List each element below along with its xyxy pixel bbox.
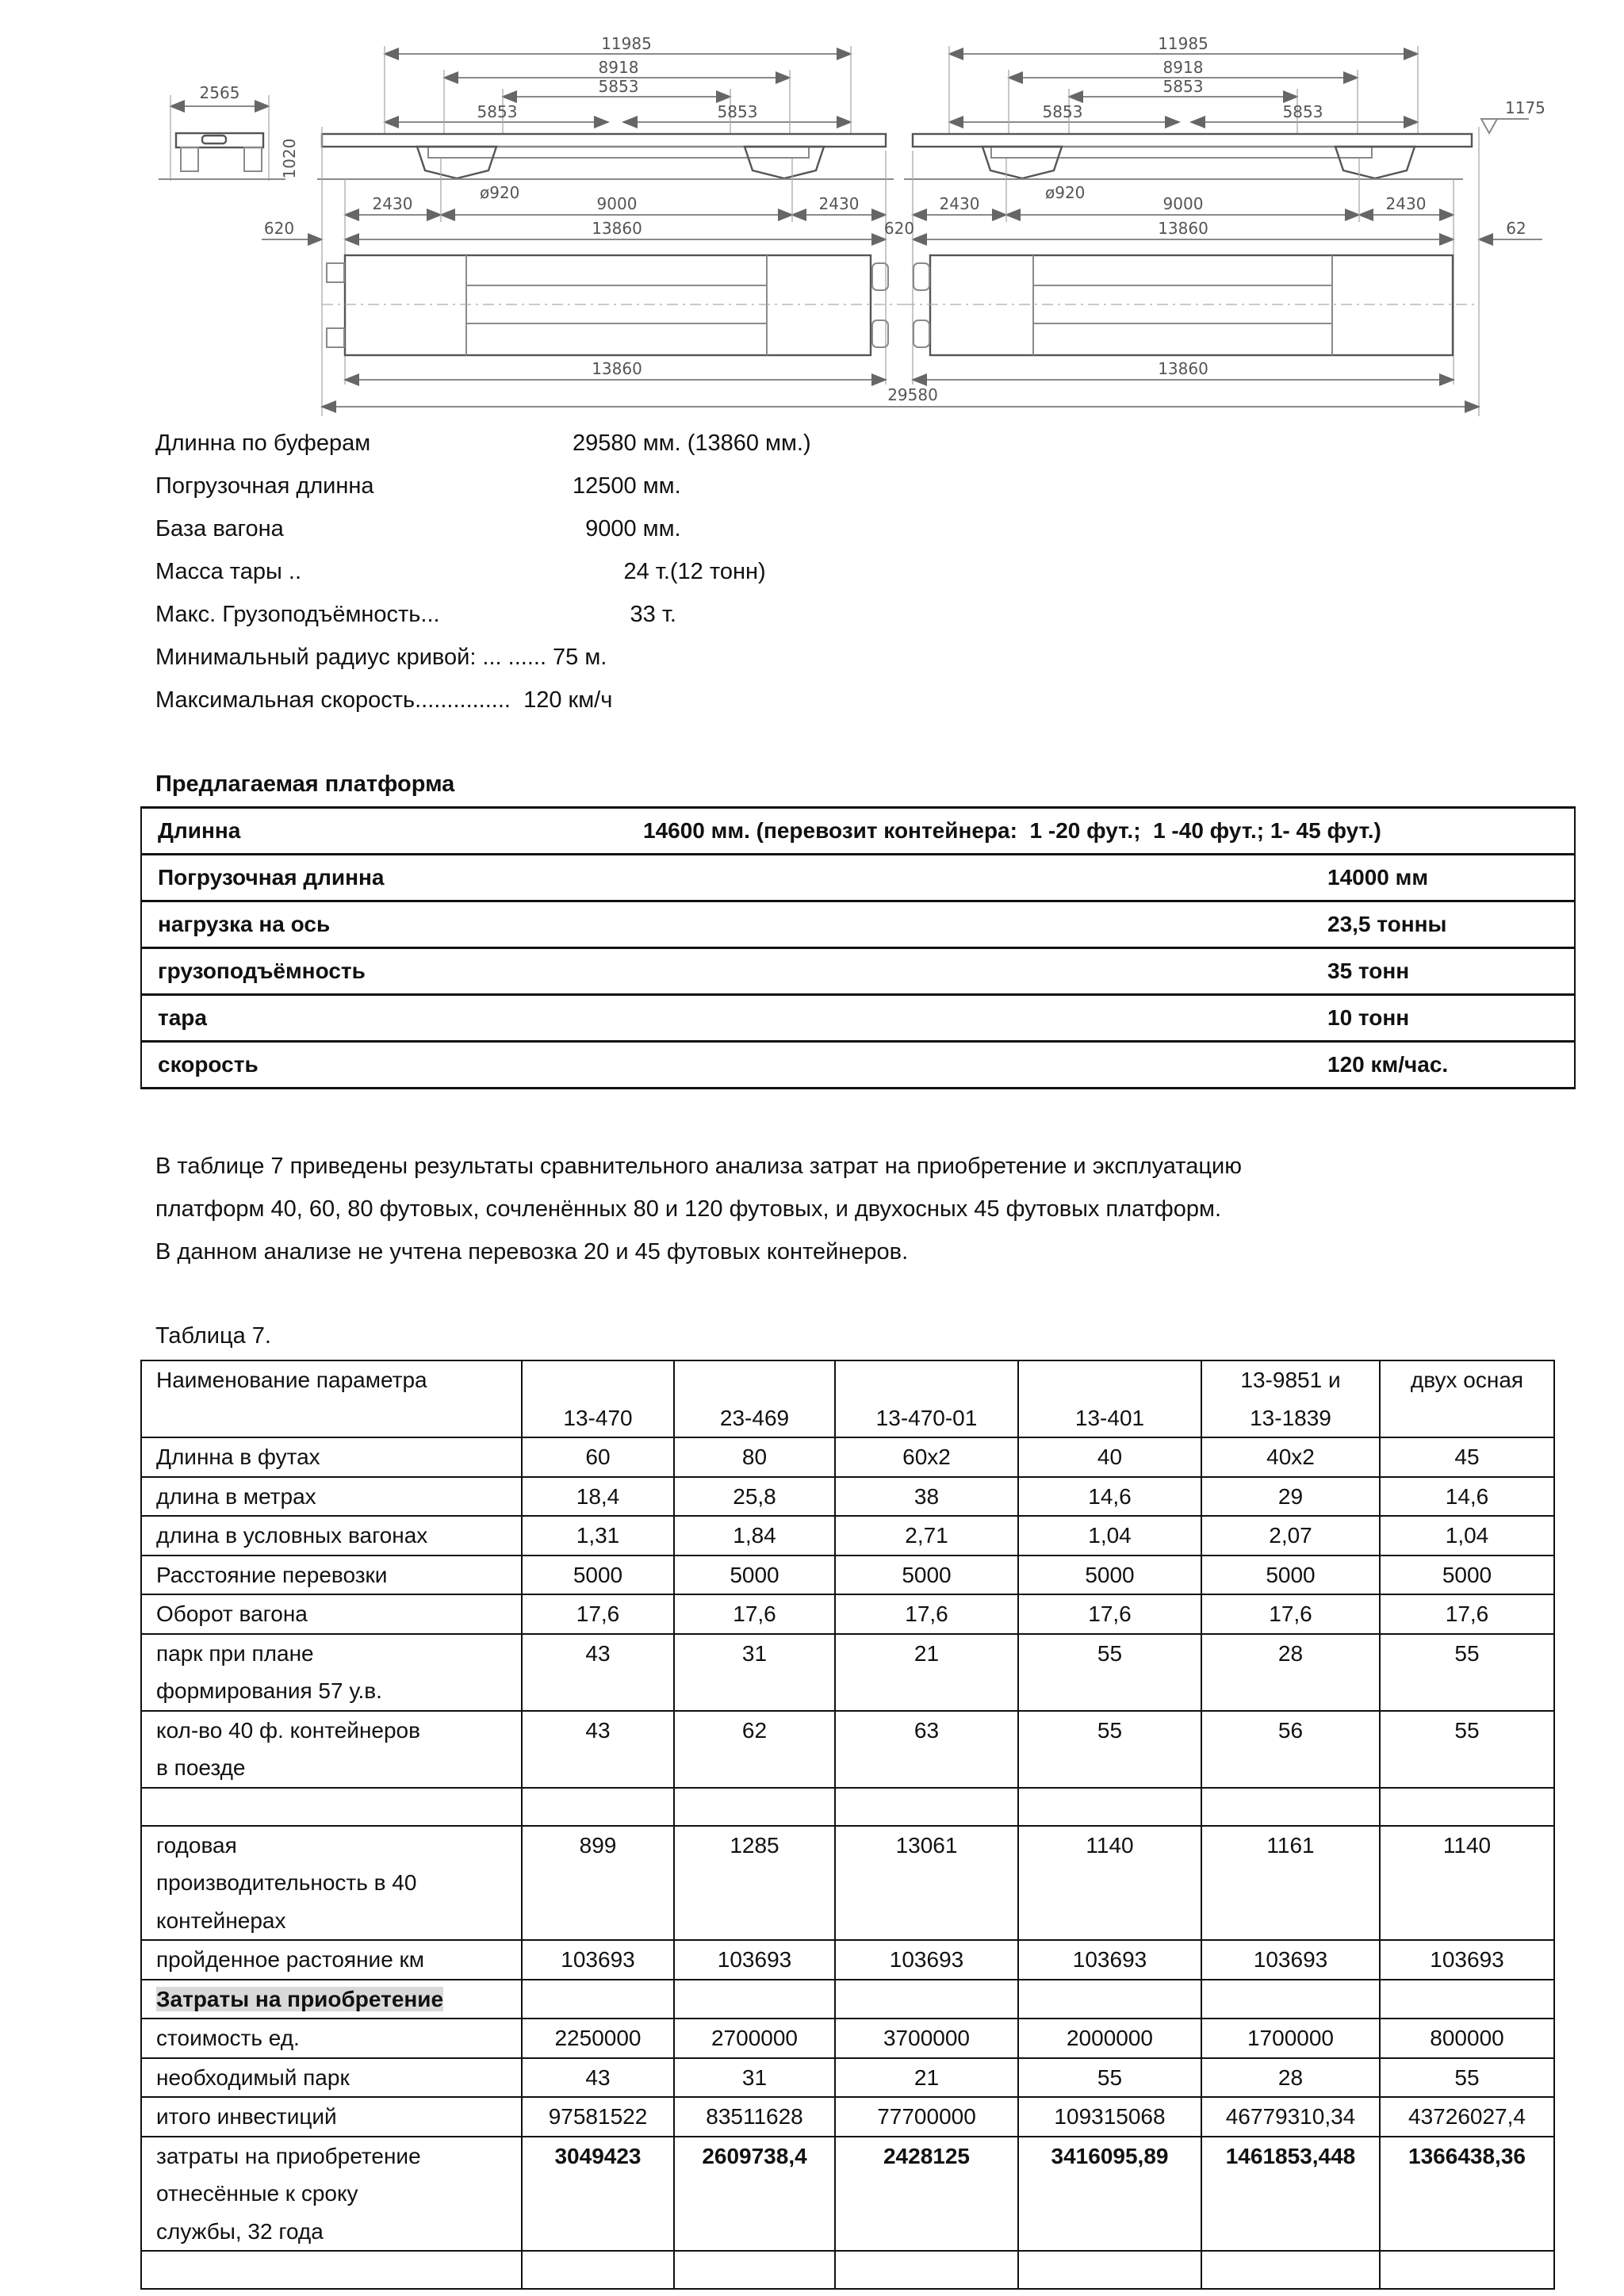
proposed-row bbox=[141, 995, 1575, 1042]
spec-row bbox=[155, 422, 811, 465]
row-label-cell bbox=[141, 1594, 522, 1634]
table-cell: 103693 bbox=[1018, 1940, 1201, 1980]
spec-row bbox=[155, 507, 681, 550]
table-row bbox=[141, 1516, 1554, 1556]
row-label: Оборот вагона bbox=[156, 1601, 308, 1626]
table-cell: 17,6 bbox=[1201, 1594, 1380, 1634]
table-cell: 1140 bbox=[1380, 1826, 1554, 1941]
spec-row bbox=[155, 636, 607, 679]
table-row bbox=[141, 1477, 1554, 1517]
table-cell: 60х2 bbox=[835, 1437, 1018, 1477]
proposed-value: 23,5 тонны bbox=[1327, 901, 1575, 948]
table-cell: 45 bbox=[1380, 1437, 1554, 1477]
dim-center: 5853 bbox=[598, 77, 639, 96]
spec-value: 33 т. bbox=[573, 602, 676, 627]
table-cell: 40 bbox=[1018, 1437, 1201, 1477]
table-cell bbox=[522, 1980, 674, 2019]
row-label: длина в условных вагонах bbox=[156, 1523, 428, 1548]
row-label-cell bbox=[141, 2058, 522, 2098]
spec-label: Погрузочная длинна bbox=[155, 473, 374, 499]
dim-car-length: 13860 bbox=[1158, 219, 1208, 238]
table-cell: 18,4 bbox=[522, 1477, 674, 1517]
dim-base: 9000 bbox=[596, 194, 638, 213]
table-cell: 103693 bbox=[1380, 1940, 1554, 1980]
proposed-label: Погрузочная длинна bbox=[141, 855, 1327, 901]
table-cell: 55 bbox=[1380, 1634, 1554, 1711]
row-label: Расстояние перевозки bbox=[156, 1562, 388, 1587]
table-cell: 28 bbox=[1201, 1634, 1380, 1711]
spec-label: База вагона bbox=[155, 516, 284, 541]
platform-technical-drawing bbox=[0, 0, 1624, 420]
table-cell: 5000 bbox=[1201, 1556, 1380, 1595]
spec-row bbox=[155, 550, 766, 593]
table-cell: 83511628 bbox=[674, 2097, 835, 2137]
dim-overhang: 2430 bbox=[372, 194, 413, 213]
dim-pivot: 8918 bbox=[1162, 58, 1204, 77]
table-cell: 2000000 bbox=[1018, 2019, 1201, 2058]
proposed-value: 14000 мм bbox=[1327, 855, 1575, 901]
table-cell: 3416095,89 bbox=[1018, 2137, 1201, 2252]
table-cell: 5000 bbox=[674, 1556, 835, 1595]
left-car-plan-view bbox=[322, 255, 904, 380]
table-cell: 899 bbox=[522, 1826, 674, 1941]
table-cell bbox=[835, 1788, 1018, 1826]
table-cell: 2609738,4 bbox=[674, 2137, 835, 2252]
column-header: 13-470 bbox=[522, 1360, 674, 1437]
row-label: годовая производительность в 40 контейнерах bbox=[156, 1832, 417, 1933]
table-cell: 109315068 bbox=[1018, 2097, 1201, 2137]
dim-half: 5853 bbox=[717, 102, 758, 121]
table-cell: 62 bbox=[674, 1711, 835, 1788]
table-cell: 17,6 bbox=[1018, 1594, 1201, 1634]
row-label-cell bbox=[141, 1437, 522, 1477]
table-cell: 25,8 bbox=[674, 1477, 835, 1517]
proposed-platform-table bbox=[140, 806, 1576, 1089]
proposed-label: Длинна bbox=[158, 818, 241, 843]
table-cell: 5000 bbox=[1018, 1556, 1201, 1595]
paragraph-line: В данном анализе не учтена перевозка 20 и 45 футовых контейнеров. bbox=[155, 1239, 909, 1265]
table-cell: 43 bbox=[522, 1634, 674, 1711]
row-label: кол-во 40 ф. контейнеров в поезде bbox=[156, 1717, 420, 1780]
proposed-value: 10 тонн bbox=[1327, 995, 1575, 1042]
end-view bbox=[159, 83, 299, 181]
table-cell: 5000 bbox=[1380, 1556, 1554, 1595]
table-row bbox=[141, 1594, 1554, 1634]
spec-label: Масса тары .. bbox=[155, 559, 302, 584]
proposed-row bbox=[141, 855, 1575, 901]
table-cell: 1,04 bbox=[1018, 1516, 1201, 1556]
dim-half: 5853 bbox=[1282, 102, 1323, 121]
proposed-value: 35 тонн bbox=[1327, 948, 1575, 995]
row-label-cell bbox=[141, 2019, 522, 2058]
table-cell: 17,6 bbox=[522, 1594, 674, 1634]
table-cell: 1461853,448 bbox=[1201, 2137, 1380, 2252]
row-label-cell bbox=[141, 1826, 522, 1941]
table-cell: 1,04 bbox=[1380, 1516, 1554, 1556]
proposed-row bbox=[141, 948, 1575, 995]
table-cell: 103693 bbox=[835, 1940, 1018, 1980]
right-car-plan-view bbox=[322, 255, 1479, 407]
spec-row bbox=[155, 465, 681, 507]
row-label-cell bbox=[141, 2251, 522, 2289]
table-header-row bbox=[141, 1360, 1554, 1437]
dim-overall: 11985 bbox=[1158, 34, 1208, 53]
table-row bbox=[141, 1711, 1554, 1788]
table-cell: 17,6 bbox=[835, 1594, 1018, 1634]
proposed-value: 120 км/час. bbox=[1327, 1042, 1575, 1089]
table-cell: 46779310,34 bbox=[1201, 2097, 1380, 2137]
table-cell: 14,6 bbox=[1018, 1477, 1201, 1517]
spec-value: 9000 мм. bbox=[573, 516, 681, 541]
table-cell: 1161 bbox=[1201, 1826, 1380, 1941]
row-label-cell bbox=[141, 2137, 522, 2252]
table-row bbox=[141, 1788, 1554, 1826]
table-cell: 55 bbox=[1018, 1634, 1201, 1711]
dim-pivot: 8918 bbox=[598, 58, 639, 77]
proposed-cell bbox=[141, 808, 1575, 855]
table-cell: 77700000 bbox=[835, 2097, 1018, 2137]
spec-value: 29580 мм. (13860 мм.) bbox=[573, 430, 811, 456]
table-row bbox=[141, 2251, 1554, 2289]
row-label: парк при плане формирования 57 у.в. bbox=[156, 1640, 382, 1703]
table-cell: 1,84 bbox=[674, 1516, 835, 1556]
table-cell: 55 bbox=[1018, 2058, 1201, 2098]
table-row bbox=[141, 1556, 1554, 1595]
table-cell: 2428125 bbox=[835, 2137, 1018, 2252]
table-cell: 103693 bbox=[522, 1940, 674, 1980]
dim-buffer: 620 bbox=[263, 219, 295, 238]
dim-overhang: 2430 bbox=[939, 194, 980, 213]
dim-total-length: 29580 bbox=[887, 385, 938, 404]
table-cell bbox=[1201, 2251, 1380, 2289]
section-row bbox=[141, 1980, 1554, 2019]
spec-value: 24 т.(12 тонн) bbox=[573, 559, 766, 584]
dim-car-length: 13860 bbox=[1158, 359, 1208, 378]
row-label-cell bbox=[141, 1940, 522, 1980]
table-cell bbox=[1201, 1980, 1380, 2019]
table-cell: 17,6 bbox=[1380, 1594, 1554, 1634]
section-title: Затраты на приобретение bbox=[156, 1986, 444, 2011]
spec-label: Макс. Грузоподъёмность... bbox=[155, 602, 440, 627]
dim-overhang: 2430 bbox=[818, 194, 860, 213]
dim-end-width: 2565 bbox=[199, 83, 240, 102]
row-label-cell bbox=[141, 1556, 522, 1595]
table-cell bbox=[522, 1788, 674, 1826]
cost-comparison-table bbox=[140, 1360, 1555, 2290]
table-row bbox=[141, 1826, 1554, 1941]
table-cell: 40х2 bbox=[1201, 1437, 1380, 1477]
dim-half: 5853 bbox=[477, 102, 518, 121]
table-cell: 800000 bbox=[1380, 2019, 1554, 2058]
proposed-platform-title: Предлагаемая платформа bbox=[155, 771, 455, 797]
table-cell: 60 bbox=[522, 1437, 674, 1477]
spec-row bbox=[155, 593, 676, 636]
column-header: Наименование параметра bbox=[141, 1360, 522, 1437]
dim-end-height: 1020 bbox=[280, 138, 299, 179]
table-cell bbox=[1380, 1788, 1554, 1826]
table-cell: 3049423 bbox=[522, 2137, 674, 2252]
proposed-row bbox=[141, 1042, 1575, 1089]
table-cell bbox=[1380, 1980, 1554, 2019]
table-cell: 29 bbox=[1201, 1477, 1380, 1517]
table-cell: 2700000 bbox=[674, 2019, 835, 2058]
table-cell: 28 bbox=[1201, 2058, 1380, 2098]
table-cell: 5000 bbox=[522, 1556, 674, 1595]
row-label-cell bbox=[141, 1980, 522, 2019]
table-cell: 14,6 bbox=[1380, 1477, 1554, 1517]
table-row bbox=[141, 2019, 1554, 2058]
column-header: 13-470-01 bbox=[835, 1360, 1018, 1437]
table-cell bbox=[522, 2251, 674, 2289]
table-cell bbox=[674, 2251, 835, 2289]
proposed-row bbox=[141, 808, 1575, 855]
table-cell: 21 bbox=[835, 1634, 1018, 1711]
table-cell: 1140 bbox=[1018, 1826, 1201, 1941]
table-row bbox=[141, 2058, 1554, 2098]
table-cell bbox=[674, 1980, 835, 2019]
spec-label: Длинна по буферам bbox=[155, 430, 371, 456]
row-label: стоимость ед. bbox=[156, 2026, 300, 2050]
table-row bbox=[141, 1940, 1554, 1980]
row-label: затраты на приобретение отнесённые к сроку службы, 32 года bbox=[156, 2143, 421, 2244]
table-cell: 31 bbox=[674, 1634, 835, 1711]
dim-height-mark: 1175 bbox=[1505, 98, 1545, 117]
table-row bbox=[141, 1634, 1554, 1711]
row-label: Длинна в футах bbox=[156, 1445, 320, 1469]
dim-half: 5853 bbox=[1042, 102, 1083, 121]
table-cell: 31 bbox=[674, 2058, 835, 2098]
table-cell: 55 bbox=[1380, 2058, 1554, 2098]
table-cell: 2250000 bbox=[522, 2019, 674, 2058]
table-cell bbox=[835, 2251, 1018, 2289]
row-label-cell bbox=[141, 1634, 522, 1711]
column-header: 13-401 bbox=[1018, 1360, 1201, 1437]
table-cell: 80 bbox=[674, 1437, 835, 1477]
table-cell: 3700000 bbox=[835, 2019, 1018, 2058]
left-car-side-view bbox=[262, 34, 894, 416]
table-cell: 43 bbox=[522, 1711, 674, 1788]
proposed-value: 14600 мм. (перевозит контейнера: 1 -20 фут.; 1 -40 фут.; 1- 45 фут.) bbox=[643, 818, 1381, 843]
spec-label: Минимальный радиус кривой: ... ...... 75 м. bbox=[155, 645, 607, 670]
column-header: двух осная bbox=[1380, 1360, 1554, 1437]
row-label: длина в метрах bbox=[156, 1483, 316, 1509]
dim-base: 9000 bbox=[1162, 194, 1204, 213]
table-cell: 103693 bbox=[674, 1940, 835, 1980]
dim-buffer: 62 bbox=[1506, 219, 1526, 238]
table-row bbox=[141, 2097, 1554, 2137]
proposed-row bbox=[141, 901, 1575, 948]
table-cell bbox=[835, 1980, 1018, 2019]
column-header: 13-9851 и 13-1839 bbox=[1201, 1360, 1380, 1437]
row-label-cell bbox=[141, 1477, 522, 1517]
row-label: итого инвестиций bbox=[156, 2104, 337, 2129]
table-cell bbox=[1018, 2251, 1201, 2289]
row-label: пройденное растояние км bbox=[156, 1947, 425, 1972]
table-cell bbox=[674, 1788, 835, 1826]
table-cell: 1,31 bbox=[522, 1516, 674, 1556]
table-cell: 21 bbox=[835, 2058, 1018, 2098]
table-cell: 55 bbox=[1380, 1711, 1554, 1788]
dim-wheel-diameter: ø920 bbox=[480, 183, 520, 202]
proposed-label: скорость bbox=[141, 1042, 1327, 1089]
table-cell: 43726027,4 bbox=[1380, 2097, 1554, 2137]
table-cell: 5000 bbox=[835, 1556, 1018, 1595]
row-label: необходимый парк bbox=[156, 2064, 350, 2090]
table-caption: Таблица 7. bbox=[155, 1323, 271, 1349]
dim-overhang: 2430 bbox=[1385, 194, 1427, 213]
proposed-label: нагрузка на ось bbox=[141, 901, 1327, 948]
paragraph-line: В таблице 7 приведены результаты сравнительного анализа затрат на приобретение и эксплуатацию bbox=[155, 1154, 1242, 1179]
table-cell: 2,71 bbox=[835, 1516, 1018, 1556]
spec-value: 12500 мм. bbox=[573, 473, 681, 499]
table-cell bbox=[1018, 1788, 1201, 1826]
dim-middle-gap: 620 bbox=[883, 219, 915, 238]
table-row bbox=[141, 2137, 1554, 2252]
dim-car-length: 13860 bbox=[592, 359, 642, 378]
table-cell: 2,07 bbox=[1201, 1516, 1380, 1556]
table-cell: 1366438,36 bbox=[1380, 2137, 1554, 2252]
proposed-label: грузоподъёмность bbox=[141, 948, 1327, 995]
table-cell: 43 bbox=[522, 2058, 674, 2098]
table-cell: 38 bbox=[835, 1477, 1018, 1517]
row-label-cell bbox=[141, 1788, 522, 1826]
table-cell: 1285 bbox=[674, 1826, 835, 1941]
table-cell: 63 bbox=[835, 1711, 1018, 1788]
right-car-side-view bbox=[884, 34, 1545, 416]
table-cell: 97581522 bbox=[522, 2097, 674, 2137]
spec-label: Максимальная скорость............... 120 км/ч bbox=[155, 687, 613, 713]
table-cell: 56 bbox=[1201, 1711, 1380, 1788]
table-row bbox=[141, 1437, 1554, 1477]
dim-center: 5853 bbox=[1162, 77, 1204, 96]
paragraph-line: платформ 40, 60, 80 футовых, сочленённых 80 и 120 футовых, и двухосных 45 футовых платформ. bbox=[155, 1196, 1222, 1222]
spec-row bbox=[155, 679, 612, 721]
table-cell: 17,6 bbox=[674, 1594, 835, 1634]
table-cell: 103693 bbox=[1201, 1940, 1380, 1980]
table-cell: 1700000 bbox=[1201, 2019, 1380, 2058]
table-cell bbox=[1201, 1788, 1380, 1826]
column-header: 23-469 bbox=[674, 1360, 835, 1437]
row-label-cell bbox=[141, 2097, 522, 2137]
dim-overall: 11985 bbox=[601, 34, 652, 53]
table-cell bbox=[1018, 1980, 1201, 2019]
row-label-cell bbox=[141, 1516, 522, 1556]
proposed-label: тара bbox=[141, 995, 1327, 1042]
table-cell: 55 bbox=[1018, 1711, 1201, 1788]
dim-wheel-diameter: ø920 bbox=[1045, 183, 1086, 202]
dim-car-length: 13860 bbox=[592, 219, 642, 238]
table-cell bbox=[1380, 2251, 1554, 2289]
row-label-cell bbox=[141, 1711, 522, 1788]
table-cell: 13061 bbox=[835, 1826, 1018, 1941]
